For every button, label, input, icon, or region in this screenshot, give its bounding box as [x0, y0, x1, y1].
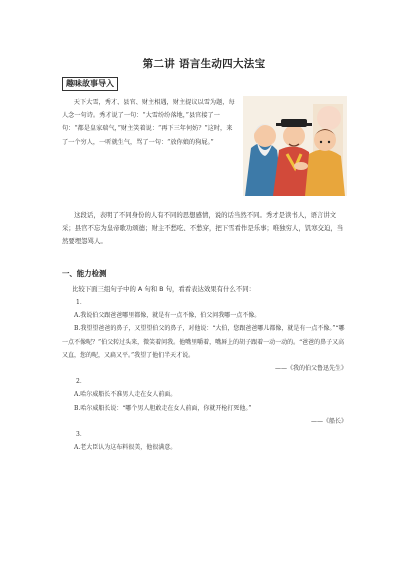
- explanation-text: [62, 209, 347, 248]
- section-label: 趣味故事导入: [62, 77, 118, 91]
- example-number: 2．: [76, 378, 86, 386]
- example-a: A.哈尔威船长不准男人走在女人前面。: [74, 391, 177, 399]
- instruction-text: 比较下面三组句子中的 A 句和 B 句，看看表达效果有什么不同：: [72, 285, 256, 293]
- example-b: B.哈尔威船长说：“哪个男人胆敢走在女人前面，你就开枪打死他。”: [74, 404, 252, 412]
- section-heading: 一、能力检测: [62, 269, 107, 278]
- example-source: ——《我的伯父鲁迅先生》: [274, 365, 347, 373]
- story-paragraph: 天下大雪，秀才、县官、财主相遇，财主提议以雪为题，每人念一句诗。秀才说了一句：“大雪纷纷落地，”县官接了一句：“都是皇家瑞气，”财主笑着说：“再下三年何妨？”这时，来了一个穷人，一听就生气，骂了一句：“放你娘的狗屁。”: [62, 99, 235, 146]
- example-a: A.我说伯父跟爸爸哪里都像，就是有一点不像，伯父问我哪一点不像。: [74, 312, 261, 320]
- examples-list: [62, 296, 347, 454]
- example-b: B.我望望爸爸的鼻子，又望望伯父的鼻子，对他说：“大伯，您跟爸爸哪儿都像，就是有一点不像。”“哪一点不像呢？”伯父转过头来，微笑着问我。他嘴里嚼着，嘴唇上的胡子跟着一动一动的。“爸爸的鼻子又高又直，您的呢，又扁又平。”我望了他们半天才说。: [62, 325, 345, 359]
- example-number: 1．: [76, 299, 86, 306]
- example-number: 3．: [76, 431, 86, 439]
- example-a: A.老大臣认为这布料很美，他很满意。: [74, 444, 177, 452]
- explanation-paragraph: 这段话，表明了不同身份的人有不同的思想感情，说的话当然不同。秀才是读书人，语言讲文采；县官不忘为皇帝歌功颂德；财主不愁吃、不愁穿，把下雪看作是乐事；唯独穷人，饥寒交迫，当然要埋怨骂人。: [62, 211, 344, 246]
- lesson-title: 第二讲 语言生动四大法宝: [142, 58, 266, 70]
- example-source: ——《船长》: [310, 417, 347, 425]
- story-text: [62, 96, 237, 149]
- story-illustration: [243, 96, 347, 196]
